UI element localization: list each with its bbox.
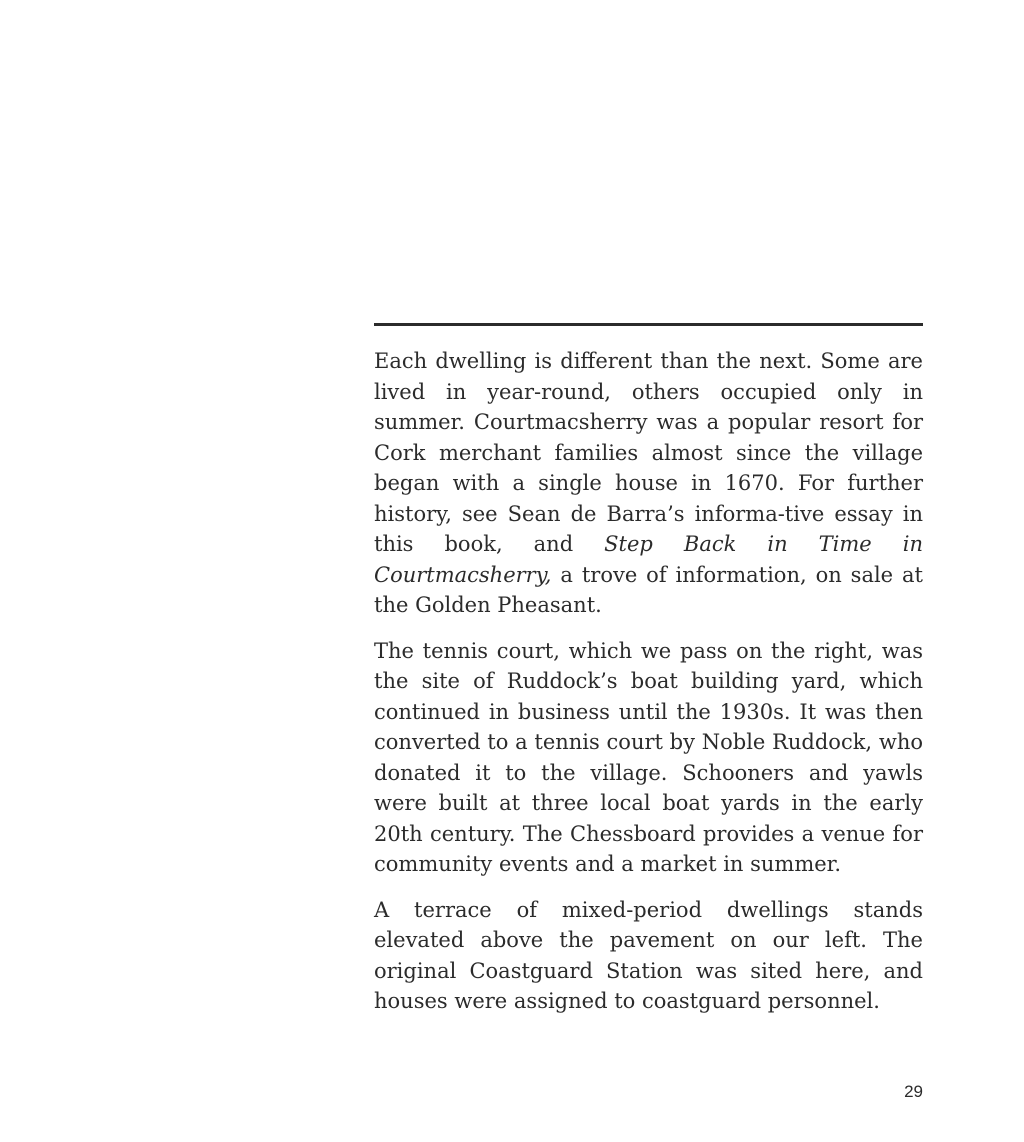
- paragraph-text: A terrace of mixed-period dwellings stands elevated above the pavement on our left. The original Coastguard Station was sited here, and houses were assigned to coastguard personnel.: [374, 897, 923, 1013]
- paragraph-tennis-court: [374, 636, 923, 880]
- page-number: 29: [904, 1082, 923, 1101]
- paragraph-terrace: [374, 895, 923, 1017]
- book-title: Step Back in Time in Courtmacsherry,: [374, 532, 923, 587]
- paragraph-text: The tennis court, which we pass on the right, was the site of Ruddock’s boat building yard, which continued in business until the 1930s. It was then converted to a tennis court by Noble Ruddock, who donated it to the village. Schooners and yawls were built at three local boat yards in the early 20th century. The Chessboard provides a venue for community events and a market in summer.: [374, 638, 923, 876]
- paragraph-text: Each dwelling is different than the next. Some are lived in year-round, others occupied only in summer. Courtmacsherry was a popular resort for Cork merchant families almost since the village began with a single house in 1670. For further history, see Sean de Barra’s informa-tive essay in this book, and: [374, 349, 923, 556]
- body-text: [374, 346, 923, 1032]
- top-rule: [374, 323, 923, 326]
- paragraph-text: a trove of information, on sale at the Golden Pheasant.: [374, 562, 923, 617]
- paragraph-dwellings: [374, 346, 923, 621]
